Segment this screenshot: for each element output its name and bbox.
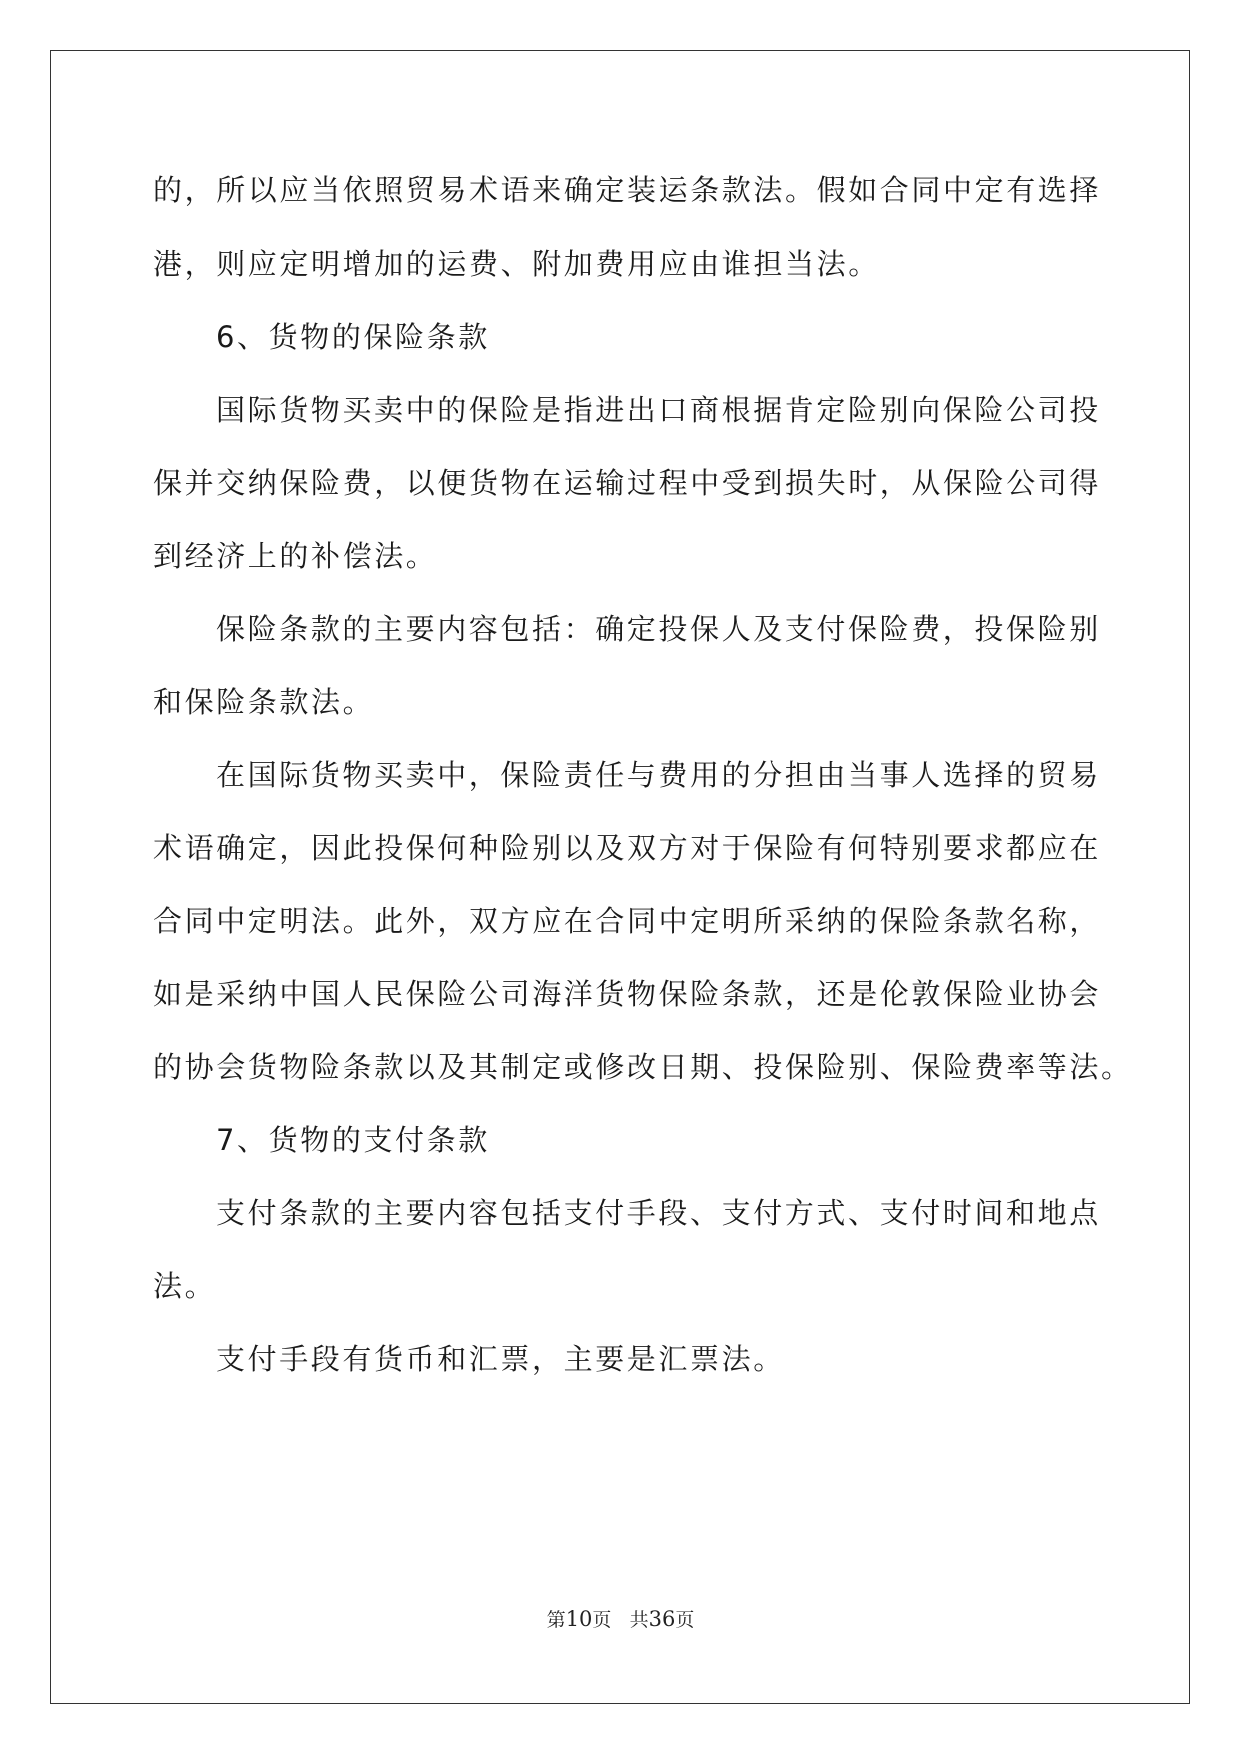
paragraph-line: 合同中定明法。此外，双方应在合同中定明所采纳的保险条款名称， — [153, 904, 1102, 938]
page-border — [50, 50, 1190, 1704]
footer-page-suffix: 页 — [592, 1609, 612, 1631]
footer-total-suffix: 页 — [675, 1609, 695, 1631]
paragraph-line: 如是采纳中国人民保险公司海洋货物保险条款，还是伦敦保险业协会 — [153, 977, 1102, 1011]
page-footer — [0, 1605, 1241, 1632]
paragraph-line: 的协会货物险条款以及其制定或修改日期、投保险别、保险费率等法。 — [153, 1050, 1133, 1084]
paragraph-line: 到经济上的补偿法。 — [153, 539, 438, 573]
paragraph-line: 港，则应定明增加的运费、附加费用应由谁担当法。 — [153, 247, 880, 281]
section-heading: 7、货物的支付条款 — [216, 1123, 490, 1157]
paragraph-line: 保并交纳保险费，以便货物在运输过程中受到损失时，从保险公司得 — [153, 466, 1102, 500]
paragraph-line: 支付条款的主要内容包括支付手段、支付方式、支付时间和地点 — [216, 1196, 1101, 1230]
footer-prefix: 第 — [546, 1609, 566, 1631]
paragraph-line: 的，所以应当依照贸易术语来确定装运条款法。假如合同中定有选择 — [153, 173, 1102, 207]
paragraph-line: 术语确定，因此投保何种险别以及双方对于保险有何特别要求都应在 — [153, 831, 1102, 865]
paragraph-line: 和保险条款法。 — [153, 685, 375, 719]
page-number: 10 — [565, 1607, 593, 1631]
section-heading: 6、货物的保险条款 — [216, 320, 490, 354]
paragraph-line: 国际货物买卖中的保险是指进出口商根据肯定险别向保险公司投 — [216, 393, 1101, 427]
footer-total-prefix: 共 — [629, 1609, 649, 1631]
paragraph-line: 支付手段有货币和汇票，主要是汇票法。 — [216, 1342, 785, 1376]
total-pages: 36 — [648, 1607, 676, 1631]
paragraph-line: 在国际货物买卖中，保险责任与费用的分担由当事人选择的贸易 — [216, 758, 1101, 792]
paragraph-line: 保险条款的主要内容包括：确定投保人及支付保险费，投保险别 — [216, 612, 1101, 646]
paragraph-line: 法。 — [153, 1269, 217, 1303]
